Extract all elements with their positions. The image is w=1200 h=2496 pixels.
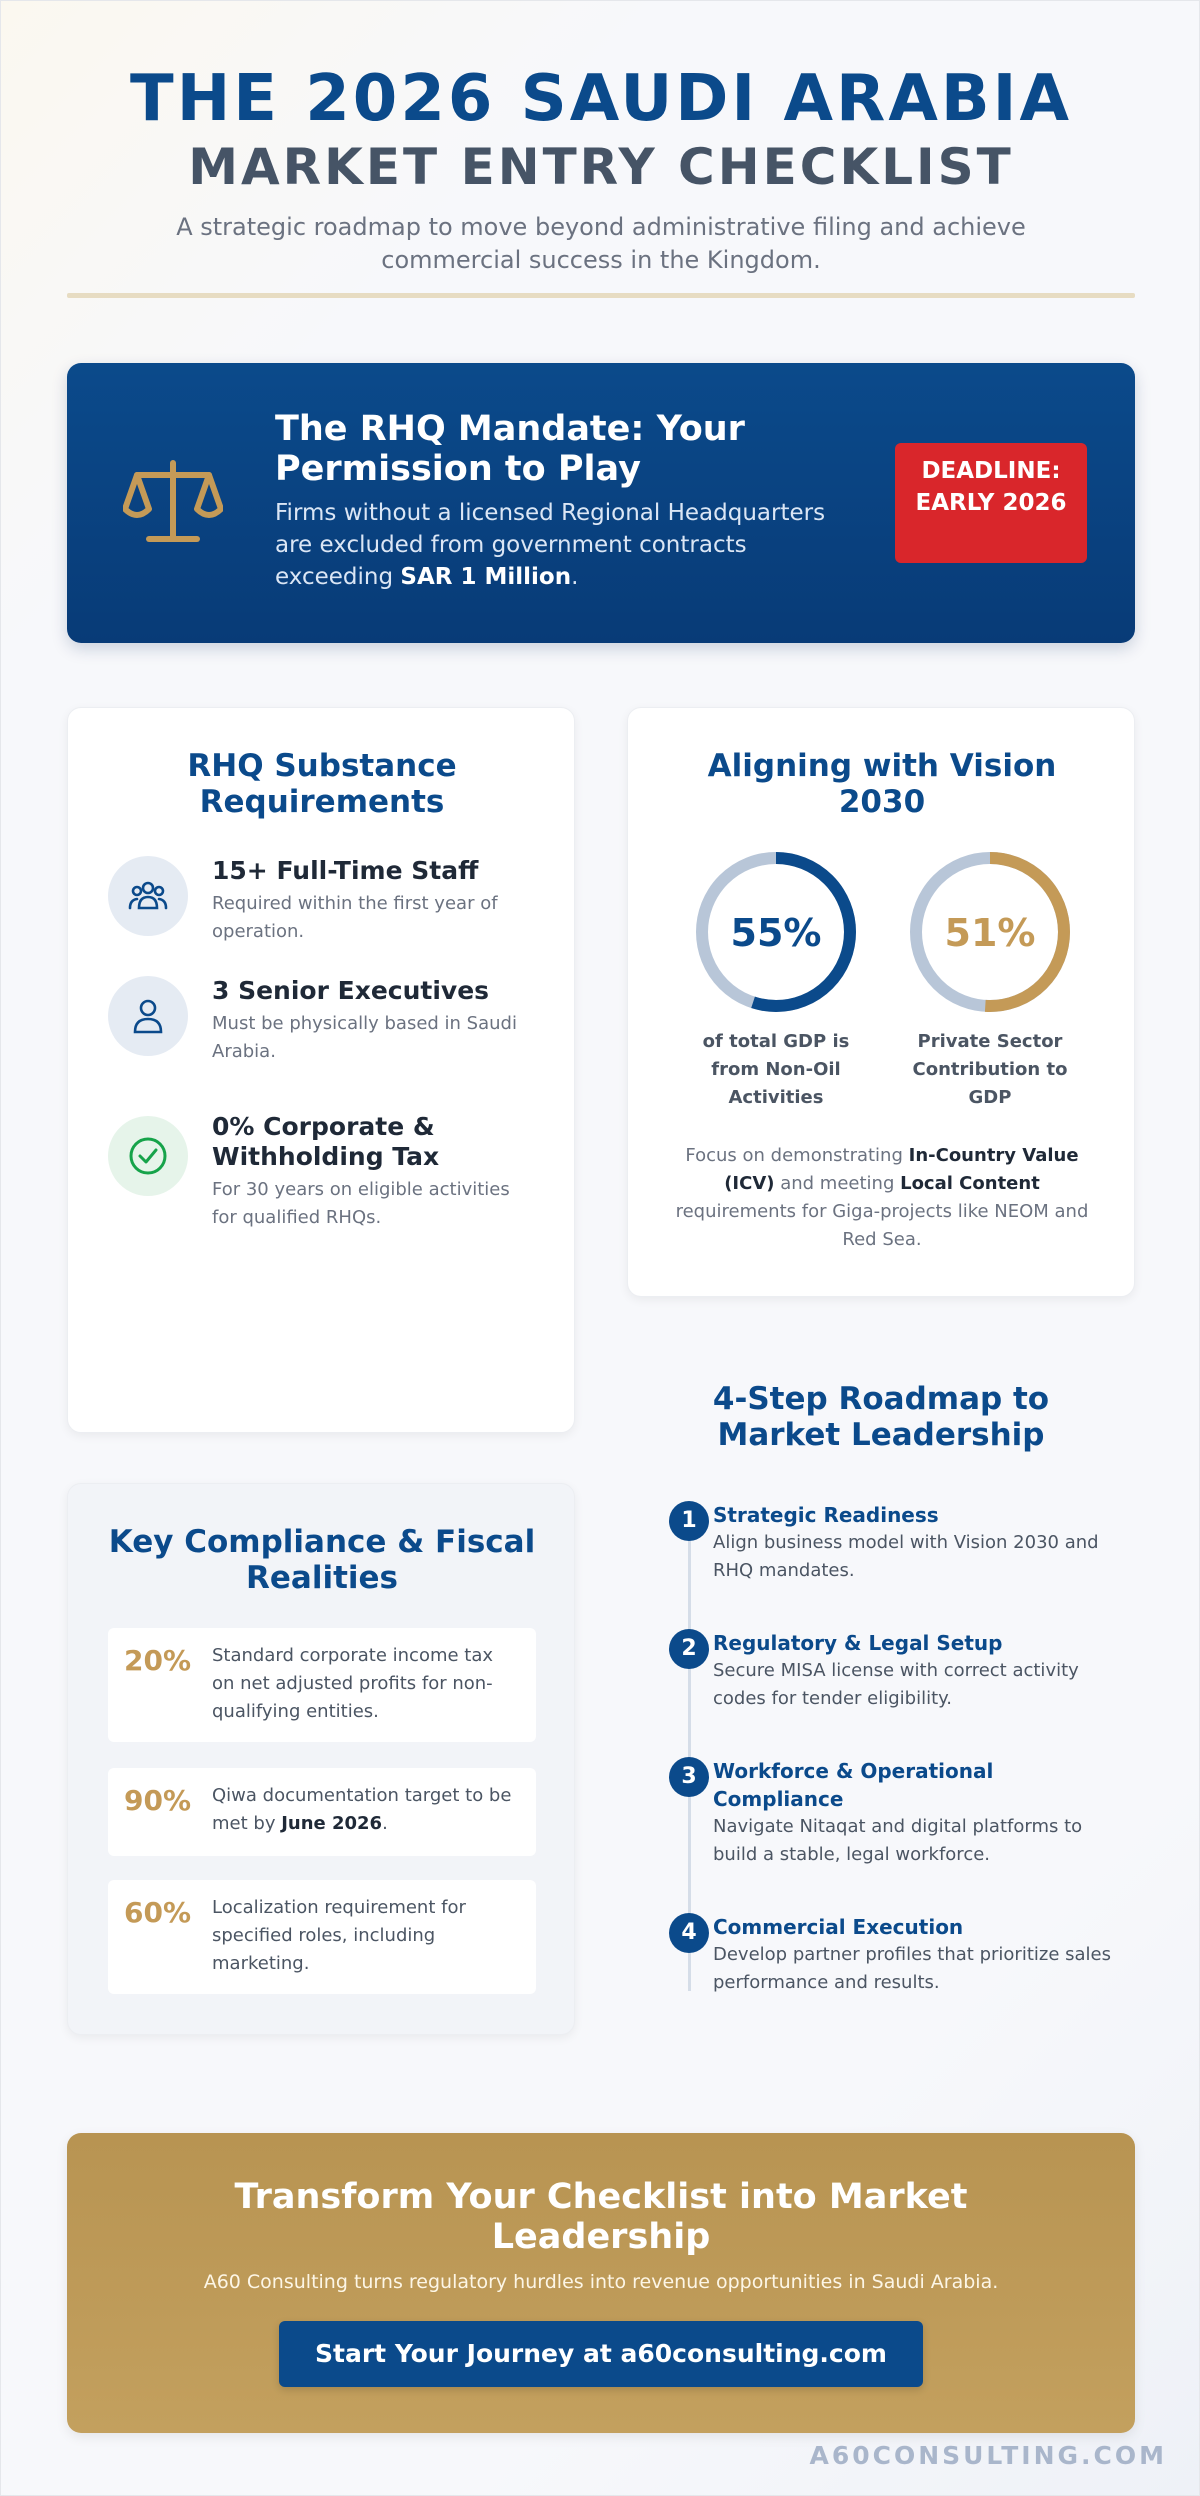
stat-percent: 60% <box>124 1896 192 1929</box>
donut-value-label: 55% <box>730 911 822 955</box>
note-emphasis: Local Content <box>900 1173 1040 1194</box>
stat-percent: 90% <box>124 1784 192 1817</box>
cta-subtitle: A60 Consulting turns regulatory hurdles into revenue opportunities in Saudi Arabia. <box>203 2271 999 2293</box>
person-icon <box>108 976 188 1056</box>
rhq-mandate-banner <box>67 363 1135 643</box>
step-title: Workforce & Operational Compliance <box>713 1759 994 1811</box>
donut-caption: of total GDP is from Non-Oil Activities <box>702 1031 850 1108</box>
header <box>67 61 1135 277</box>
step-title: Commercial Execution <box>713 1915 964 1939</box>
requirement-item <box>108 856 548 956</box>
check-circle-icon <box>108 1116 188 1196</box>
donut-value-label: 51% <box>944 911 1036 955</box>
vision-2030-card <box>627 707 1135 1297</box>
rhq-requirements-card <box>67 707 575 1433</box>
stat-percent: 20% <box>124 1644 192 1677</box>
scales-icon <box>123 451 223 551</box>
compliance-card-title: Key Compliance & Fiscal Realities <box>108 1524 536 1596</box>
note-text: Focus on demonstrating <box>685 1145 909 1166</box>
compliance-card <box>67 1483 575 2035</box>
requirement-title: 0% Corporate & Withholding Tax <box>212 1112 440 1171</box>
deadline-badge: DEADLINE: EARLY 2026 <box>895 443 1087 563</box>
page-subtitle-heading: MARKET ENTRY CHECKLIST <box>188 138 1014 196</box>
stat-desc: Standard corporate income tax on net adjusted profits for non-qualifying entities. <box>212 1645 494 1722</box>
roadmap-title: 4-Step Roadmap to Market Leadership <box>712 1381 1050 1453</box>
donut-chart-non-oil-gdp <box>694 850 858 1014</box>
step-number: 4 <box>669 1913 709 1953</box>
step-desc: Align business model with Vision 2030 and RHQ mandates. <box>713 1532 1099 1581</box>
requirement-title: 15+ Full-Time Staff <box>212 856 479 885</box>
requirement-desc: Required within the first year of operation. <box>212 893 498 942</box>
stat-desc: Qiwa documentation target to be met by <box>212 1785 512 1834</box>
note-text: and meeting <box>774 1173 901 1194</box>
mandate-title: The RHQ Mandate: Your Permission to Play <box>275 409 745 489</box>
requirement-desc: For 30 years on eligible activities for qualified RHQs. <box>212 1179 510 1228</box>
requirement-desc: Must be physically based in Saudi Arabia. <box>212 1013 517 1062</box>
stat-text <box>212 1894 516 1978</box>
page-intro: A strategic roadmap to move beyond administrative filing and achieve commercial success in the Kingdom. <box>176 213 1026 274</box>
stat-text <box>212 1642 516 1726</box>
people-group-icon <box>108 856 188 936</box>
cta-banner <box>67 2133 1135 2433</box>
requirement-item <box>108 1112 548 1242</box>
requirement-title: 3 Senior Executives <box>212 976 490 1005</box>
step-number: 2 <box>669 1629 709 1669</box>
donut-caption: Private Sector Contribution to GDP <box>912 1031 1068 1108</box>
step-desc: Secure MISA license with correct activity codes for tender eligibility. <box>713 1660 1079 1709</box>
vision-note <box>668 1142 1096 1254</box>
stat-item <box>108 1768 536 1856</box>
rhq-card-title: RHQ Substance Requirements <box>187 748 457 820</box>
note-text: requirements for Giga-projects like NEOM and Red Sea. <box>675 1201 1089 1250</box>
step-title: Strategic Readiness <box>713 1503 939 1527</box>
mandate-description <box>275 497 835 593</box>
page-title: THE 2026 SAUDI ARABIA <box>130 62 1072 136</box>
start-journey-button[interactable]: Start Your Journey at a60consulting.com <box>279 2321 923 2387</box>
step-number: 3 <box>669 1757 709 1797</box>
mandate-desc-text: Firms without a licensed Regional Headquarters are excluded from government contracts exceeding <box>275 500 826 590</box>
stat-item <box>108 1628 536 1742</box>
stat-date: June 2026 <box>281 1813 383 1834</box>
stat-desc-end: . <box>382 1813 388 1834</box>
stat-desc: Localization requirement for specified roles, including marketing. <box>212 1897 466 1974</box>
step-title: Regulatory & Legal Setup <box>713 1631 1003 1655</box>
note-emphasis: In-Country Value (ICV) <box>724 1145 1079 1194</box>
step-number: 1 <box>669 1501 709 1541</box>
donut-chart-private-sector <box>908 850 1072 1014</box>
footer-brand: A60CONSULTING.COM <box>809 2441 1167 2470</box>
divider <box>67 293 1135 298</box>
requirement-item <box>108 976 548 1076</box>
mandate-desc-end: . <box>571 564 579 590</box>
mandate-threshold: SAR 1 Million <box>400 564 572 590</box>
vision-card-title: Aligning with Vision 2030 <box>707 748 1057 820</box>
step-desc: Navigate Nitaqat and digital platforms to build a stable, legal workforce. <box>713 1816 1083 1865</box>
stat-text <box>212 1782 516 1838</box>
cta-title: Transform Your Checklist into Market Leadership <box>234 2177 968 2257</box>
stat-item <box>108 1880 536 1994</box>
step-desc: Develop partner profiles that prioritize sales performance and results. <box>713 1944 1111 1993</box>
